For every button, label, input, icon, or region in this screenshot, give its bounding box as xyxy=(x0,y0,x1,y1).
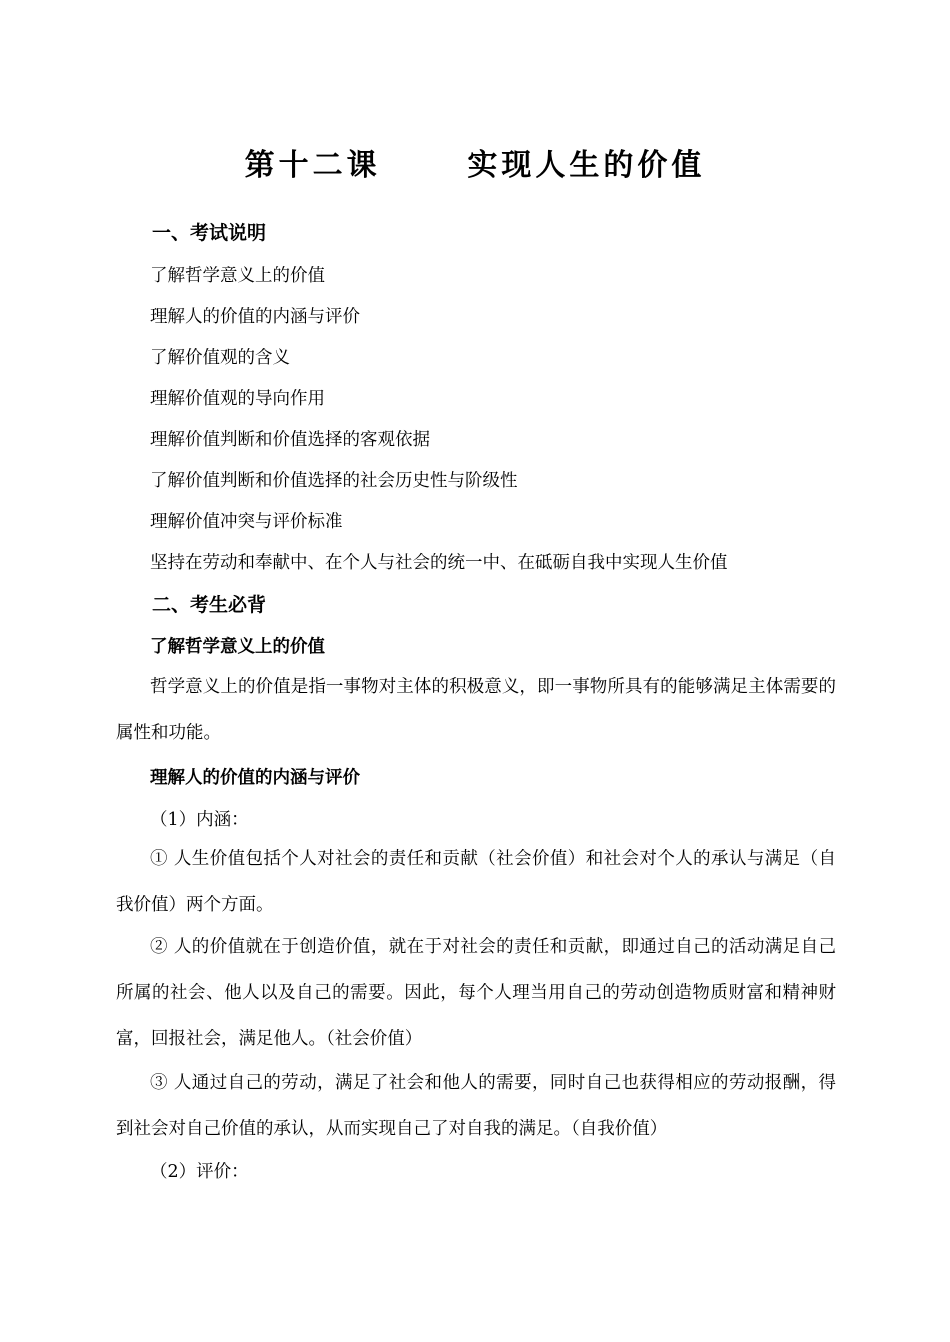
paragraph-point-3: ③ 人通过自己的劳动，满足了社会和他人的需要，同时自己也获得相应的劳动报酬，得到社会对自己价值的承认，从而实现自己了对自我的满足。（自我价值） xyxy=(116,1073,836,1139)
page-title: 第十二课 实现人生的价值 xyxy=(244,148,706,183)
label-connotation: （1）内涵： xyxy=(150,810,249,830)
section-heading-exam-description: 一、考试说明 xyxy=(152,222,267,244)
section-heading-must-memorize: 二、考生必背 xyxy=(152,594,267,616)
list-item: 坚持在劳动和奉献中、在个人与社会的统一中、在砥砺自我中实现人生价值 xyxy=(150,553,728,573)
list-item: 理解人的价值的内涵与评价 xyxy=(150,307,360,327)
paragraph-philosophical-value: 哲学意义上的价值是指一事物对主体的积极意义，即一事物所具有的能够满足主体需要的属性和功能。 xyxy=(116,677,836,743)
list-item: 了解哲学意义上的价值 xyxy=(150,266,325,286)
subheading-philosophical-value: 了解哲学意义上的价值 xyxy=(150,637,325,657)
paragraph-point-2: ② 人的价值就在于创造价值，就在于对社会的责任和贡献，即通过自己的活动满足自己所属的社会、他人以及自己的需要。因此，每个人理当用自己的劳动创造物质财富和精神财富，回报社会，满足他人。（社会价值） xyxy=(116,937,836,1049)
list-item: 理解价值观的导向作用 xyxy=(150,389,325,409)
label-evaluation: （2）评价： xyxy=(150,1162,249,1182)
subheading-human-value: 理解人的价值的内涵与评价 xyxy=(150,768,360,788)
list-item: 了解价值观的含义 xyxy=(150,348,290,368)
list-item: 理解价值判断和价值选择的客观依据 xyxy=(150,430,430,450)
list-item: 了解价值判断和价值选择的社会历史性与阶级性 xyxy=(150,471,518,491)
paragraph-point-1: ① 人生价值包括个人对社会的责任和贡献（社会价值）和社会对个人的承认与满足（自我价值）两个方面。 xyxy=(116,849,836,915)
list-item: 理解价值冲突与评价标准 xyxy=(150,512,343,532)
